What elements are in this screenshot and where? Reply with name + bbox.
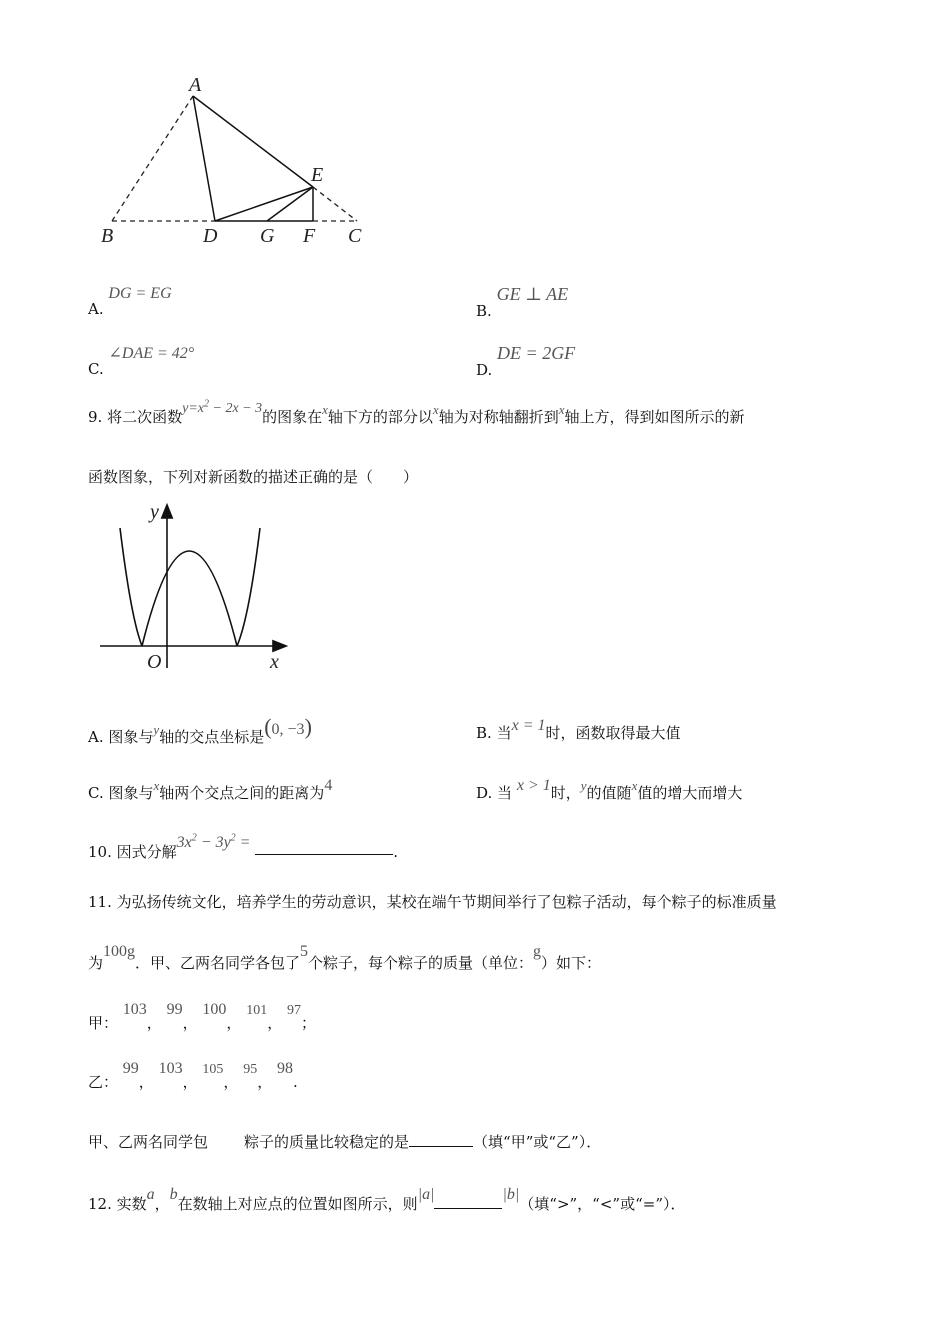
- segment-EC-dashed: [313, 187, 357, 221]
- q9-func: $y=x^2 - 2x - 3$: [182, 398, 263, 416]
- q11-yi-value-1: 99: [122, 1060, 139, 1077]
- q10-end: .: [393, 843, 399, 861]
- label-C: C: [348, 225, 362, 247]
- q9-option-b-text-2: 时，函数取得最大值: [545, 724, 681, 742]
- separator: ，: [138, 1073, 154, 1091]
- segment-AB-dashed: [112, 96, 193, 221]
- q12-abs-a: |a|: [417, 1186, 435, 1203]
- q11-standard-mass: 100g: [103, 943, 136, 960]
- q11-yi-value-3: 105: [202, 1062, 224, 1077]
- separator: ，: [182, 1014, 198, 1032]
- q9-text-3: 轴下方的部分以: [327, 408, 433, 426]
- q12-text-3: （填“>”，“<”或“=”）．: [519, 1195, 686, 1213]
- curve-right-branch: [237, 528, 260, 646]
- q8-option-b-letter: B.: [476, 302, 492, 320]
- triangle-figure: [95, 70, 385, 250]
- q11-yi-value-5: 98: [276, 1060, 293, 1077]
- q9-option-b[interactable]: [476, 714, 681, 742]
- separator: ，: [267, 1014, 283, 1032]
- q11-jia-row: [88, 998, 316, 1032]
- q12-text-1: 实数: [116, 1195, 147, 1213]
- q10-number: 10.: [88, 843, 112, 861]
- q11-line2-text-2: ．甲、乙两名同学各包了: [135, 954, 301, 972]
- q11-unit: g: [533, 943, 542, 960]
- separator: ，: [223, 1073, 239, 1091]
- q11-jia-value-1: 103: [122, 1001, 147, 1018]
- segment-GE: [267, 187, 313, 221]
- label-B: B: [101, 225, 114, 247]
- q9-option-a-text-1: 图象与: [108, 728, 154, 746]
- q12-comma: ，: [154, 1195, 170, 1213]
- q9-number: 9.: [88, 408, 103, 426]
- graph-x-label: x: [270, 651, 279, 673]
- q12-abs-b: |b|: [502, 1186, 520, 1203]
- q12-text-2: 在数轴上对应点的位置如图所示，则: [177, 1195, 418, 1213]
- q9-option-b-letter: B.: [476, 724, 492, 742]
- q8-option-d-expr: DE = 2GF: [497, 343, 576, 363]
- q11-ask-text-1: 甲、乙两名同学包: [88, 1133, 209, 1151]
- q9-option-d-letter: D.: [476, 784, 493, 802]
- separator: ，: [146, 1014, 162, 1032]
- q8-option-a-expr: DG = EG: [108, 285, 172, 302]
- q11-yi-label: 乙：: [88, 1073, 119, 1091]
- q9-option-c-value: 4: [324, 777, 333, 794]
- q9-option-a-coord: 0, −3: [271, 721, 305, 738]
- q9-function-graph: [95, 498, 295, 673]
- label-E: E: [311, 164, 324, 186]
- q10-text: 因式分解: [116, 843, 177, 861]
- curve-left-branch: [120, 528, 142, 646]
- q12-answer-blank[interactable]: [434, 1190, 502, 1209]
- q9-option-a-var-y: y: [153, 722, 160, 737]
- q9-option-a-text-2: 轴的交点坐标是: [159, 728, 265, 746]
- label-F: F: [303, 225, 316, 247]
- q9-option-c-var-x: x: [153, 778, 160, 793]
- q9-var-x3: x: [558, 402, 565, 417]
- q8-option-c-expr: ∠DAE = 42°: [108, 345, 195, 362]
- q12-var-a: a: [146, 1186, 155, 1203]
- q9-option-c-text-2: 轴两个交点之间的距离为: [159, 784, 325, 802]
- q9-option-d-expr: x > 1: [516, 777, 551, 794]
- q9-var-x1: x: [322, 402, 328, 417]
- separator: ，: [257, 1073, 273, 1091]
- q9-var-x2: x: [432, 402, 439, 417]
- q9-option-a[interactable]: [88, 714, 312, 746]
- q8-option-a[interactable]: [88, 284, 172, 318]
- q12: [88, 1180, 686, 1213]
- segment-DE: [215, 187, 313, 221]
- q11-yi-end: .: [292, 1073, 298, 1091]
- q11-count: 5: [300, 943, 309, 960]
- q9-option-c-text-1: 图象与: [108, 784, 154, 802]
- label-G: G: [260, 225, 275, 247]
- graph-origin-label: O: [147, 651, 162, 673]
- q11-number: 11.: [88, 893, 112, 911]
- q9-option-d-var-x: x: [631, 778, 638, 793]
- q9-option-d-text-4: 值的增大而增大: [637, 784, 743, 802]
- q9-option-c-letter: C.: [88, 784, 104, 802]
- q9-option-d-text-1: 当: [497, 784, 513, 802]
- q9-option-d[interactable]: [476, 774, 743, 802]
- segment-AE: [193, 96, 313, 187]
- q8-option-a-letter: A.: [88, 300, 104, 318]
- separator: ，: [182, 1073, 198, 1091]
- curve-folded-arch: [142, 551, 237, 646]
- segment-AD: [193, 96, 215, 221]
- q9-option-a-paren-left: (: [264, 714, 272, 739]
- q11-jia-end: ；: [300, 1014, 316, 1032]
- q11-jia-value-2: 99: [166, 1001, 183, 1018]
- q11-jia-value-5: 97: [286, 1003, 301, 1018]
- graph-y-label: y: [150, 501, 159, 523]
- separator: ，: [226, 1014, 242, 1032]
- q9-line1: [88, 398, 745, 427]
- label-D: D: [203, 225, 218, 247]
- q8-option-d-letter: D.: [476, 361, 493, 379]
- q9-text-1: 将二次函数: [107, 408, 183, 426]
- q9-option-c[interactable]: [88, 774, 333, 802]
- q11-question: [88, 1131, 601, 1152]
- q11-yi-value-4: 95: [243, 1062, 258, 1077]
- q9-option-a-paren-right: ): [304, 714, 312, 739]
- q11-line1-text: 为弘扬传统文化，培养学生的劳动意识，某校在端午节期间举行了包粽子活动，每个粽子的标准质量: [116, 893, 777, 911]
- q11-line1: [88, 891, 777, 912]
- q9-option-b-expr: x = 1: [511, 717, 546, 734]
- q9-option-d-text-3: 的值随: [586, 784, 632, 802]
- q11-jia-value-3: 100: [202, 1001, 227, 1018]
- q10-answer-blank[interactable]: [255, 838, 393, 855]
- q9-text-4: 轴为对称轴翻折到: [438, 408, 559, 426]
- q11-ask-text-3: （填“甲”或“乙”）．: [473, 1133, 602, 1151]
- q11-yi-row: [88, 1057, 298, 1091]
- q11-jia-label: 甲：: [88, 1014, 119, 1032]
- q10: [88, 830, 399, 861]
- q10-expression: $3x^2 - 3y^2$ =: [176, 832, 251, 851]
- q9-option-a-letter: A.: [88, 728, 104, 746]
- q9-option-d-text-2: 时，: [550, 784, 581, 802]
- q9-option-b-text-1: 当: [496, 724, 512, 742]
- q11-ask-text-2: 粽子的质量比较稳定的是: [244, 1133, 410, 1151]
- q11-line2-text-4: ）如下：: [541, 954, 602, 972]
- q11-line2-text-1: 为: [88, 954, 104, 972]
- q12-number: 12.: [88, 1195, 112, 1213]
- q11-answer-blank[interactable]: [409, 1132, 473, 1147]
- q8-option-c-letter: C.: [88, 360, 104, 378]
- q8-option-b-expr: GE ⊥ AE: [496, 284, 569, 304]
- q8-option-d[interactable]: [476, 343, 576, 379]
- q8-option-c[interactable]: [88, 343, 195, 378]
- q9-option-d-var-y: y: [580, 778, 587, 793]
- q11-line2: [88, 940, 602, 972]
- q12-var-b: b: [169, 1186, 178, 1203]
- q8-option-b[interactable]: [476, 284, 569, 320]
- q9-line2: 函数图象，下列对新函数的描述正确的是（ ）: [88, 468, 419, 486]
- q11-jia-value-4: 101: [246, 1003, 268, 1018]
- q9-text-2: 的图象在: [262, 408, 323, 426]
- q11-yi-value-2: 103: [158, 1060, 183, 1077]
- q11-line2-text-3: 个粽子，每个粽子的质量（单位：: [308, 954, 534, 972]
- q9-text-5: 轴上方，得到如图所示的新: [564, 408, 745, 426]
- label-A: A: [189, 74, 202, 96]
